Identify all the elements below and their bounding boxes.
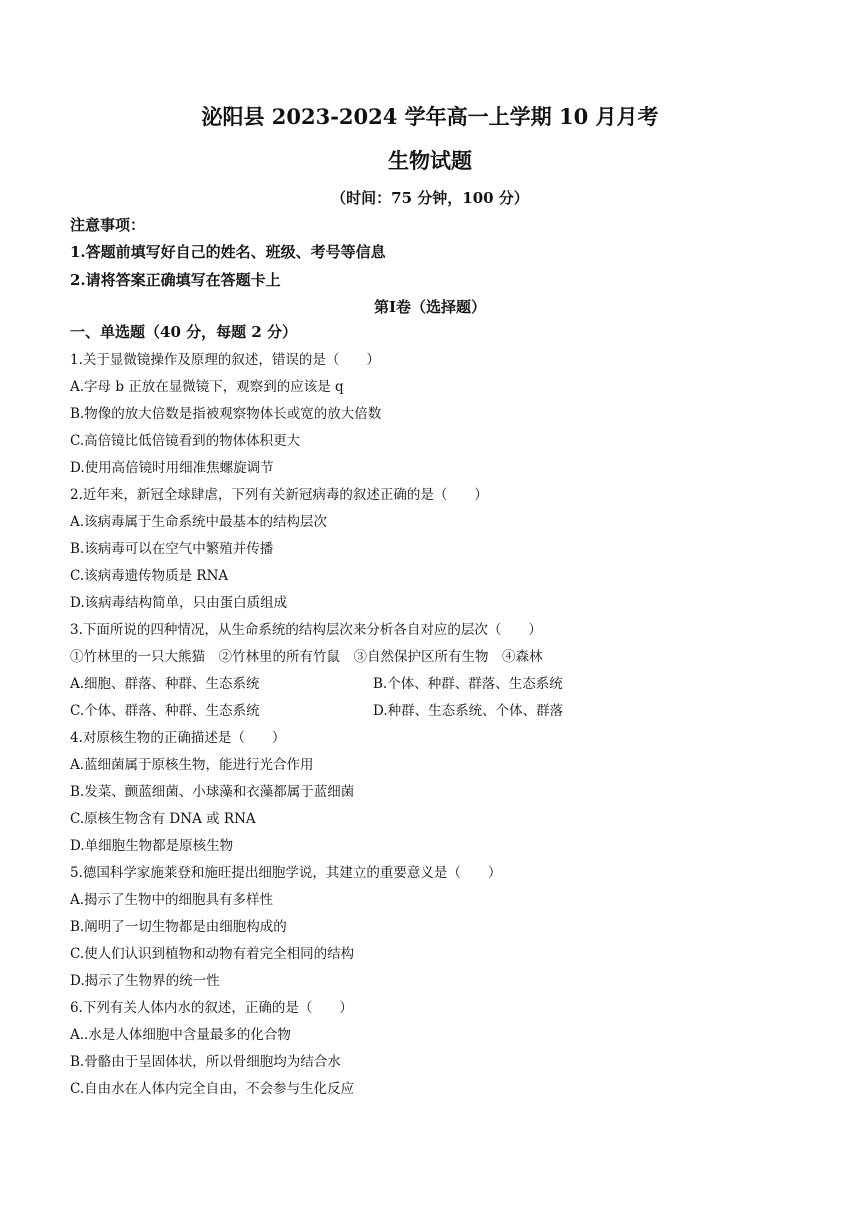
question-option: D.揭示了生物界的统一性	[70, 973, 220, 989]
question-option: D.该病毒结构简单，只由蛋白质组成	[70, 595, 288, 611]
question-option: D.使用高倍镜时用细准焦螺旋调节	[70, 460, 274, 476]
question-option: B.发菜、颤蓝细菌、小球藻和衣藻都属于蓝细菌	[70, 784, 355, 800]
question-option: A.揭示了生物中的细胞具有多样性	[70, 892, 274, 908]
question-option: B.个体、种群、群落、生态系统	[373, 676, 563, 692]
question-stem: 5.德国科学家施莱登和施旺提出细胞学说，其建立的重要意义是（ ）	[70, 865, 502, 881]
question-stem: 3.下面所说的四种情况，从生命系统的结构层次来分析各自对应的层次（ ）	[70, 622, 542, 638]
exam-title: 泌阳县 2023-2024 学年高一上学期 10 月月考	[201, 104, 659, 129]
question-option: B.物像的放大倍数是指被观察物体长或宽的放大倍数	[70, 406, 382, 422]
question-option-row	[70, 671, 790, 698]
question-option: A.字母 b 正放在显微镜下，观察到的应该是 q	[70, 379, 344, 395]
question-option: C.自由水在人体内完全自由，不会参与生化反应	[70, 1081, 355, 1097]
question-stem: 4.对原核生物的正确描述是（ ）	[70, 730, 286, 746]
question-option: B.阐明了一切生物都是由细胞构成的	[70, 919, 287, 935]
question-extra: ①竹林里的一只大熊猫 ②竹林里的所有竹鼠 ③自然保护区所有生物 ④森林	[70, 649, 543, 665]
question-list	[70, 347, 790, 1103]
question-option: C.使人们认识到植物和动物有着完全相同的结构	[70, 946, 355, 962]
question-option: C.高倍镜比低倍镜看到的物体体积更大	[70, 433, 301, 449]
question-stem: 1.关于显微镜操作及原理的叙述，错误的是（ ）	[70, 352, 380, 368]
question-option-row	[70, 698, 790, 725]
question-option: D.种群、生态系统、个体、群落	[373, 703, 564, 719]
question-option: B.骨骼由于呈固体状，所以骨细胞均为结合水	[70, 1054, 341, 1070]
note-item-1: 1.答题前填写好自己的姓名、班级、考号等信息	[70, 243, 386, 261]
note-item-2: 2.请将答案正确填写在答题卡上	[70, 271, 281, 289]
question-option: C.该病毒遗传物质是 RNA	[70, 568, 229, 584]
notes-heading: 注意事项：	[70, 216, 146, 234]
question-option: A.该病毒属于生命系统中最基本的结构层次	[70, 514, 328, 530]
question-option: A.蓝细菌属于原核生物，能进行光合作用	[70, 757, 314, 773]
part-title: 第Ⅰ卷（选择题）	[373, 298, 487, 316]
section-heading: 一、单选题（40 分，每题 2 分）	[70, 323, 297, 341]
question-stem: 2.近年来，新冠全球肆虐，下列有关新冠病毒的叙述正确的是（ ）	[70, 487, 488, 503]
question-option: C.个体、群落、种群、生态系统	[70, 703, 260, 719]
exam-time-info: （时间：75 分钟，100 分）	[331, 189, 529, 207]
question-option: A..水是人体细胞中含量最多的化合物	[70, 1027, 291, 1043]
question-option: B.该病毒可以在空气中繁殖并传播	[70, 541, 274, 557]
question-option: D.单细胞生物都是原核生物	[70, 838, 234, 854]
question-option: C.原核生物含有 DNA 或 RNA	[70, 811, 256, 827]
question-option: A.细胞、群落、种群、生态系统	[70, 676, 260, 692]
exam-subject: 生物试题	[388, 148, 472, 173]
question-stem: 6.下列有关人体内水的叙述，正确的是（ ）	[70, 1000, 353, 1016]
